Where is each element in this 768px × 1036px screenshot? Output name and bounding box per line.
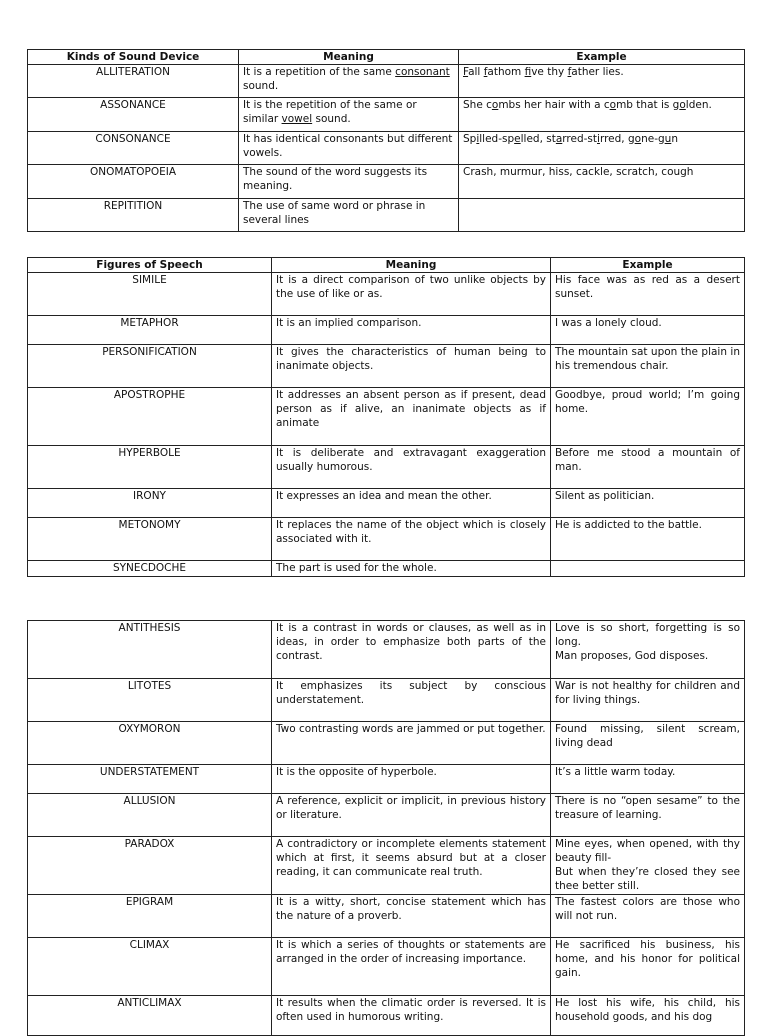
meaning-cell: The part is used for the whole. [272, 561, 551, 577]
term-cell: APOSTROPHE [28, 388, 272, 446]
example-cell: I was a lonely cloud. [551, 316, 745, 345]
example-cell: The mountain sat upon the plain in his tremendous chair. [551, 345, 745, 388]
term-cell: OXYMORON [28, 722, 272, 765]
example-cell: She combs her hair with a comb that is golden. [459, 98, 745, 132]
term-cell: METONOMY [28, 518, 272, 561]
table-row [28, 165, 745, 199]
term-cell: ONOMATOPOEIA [28, 165, 239, 199]
meaning-cell: It is a direct comparison of two unlike objects by the use of like or as. [272, 273, 551, 316]
table-row [28, 388, 745, 446]
meaning-cell: It is a witty, short, concise statement which has the nature of a proverb. [272, 895, 551, 938]
meaning-cell: It gives the characteristics of human being to inanimate objects. [272, 345, 551, 388]
meaning-cell: It results when the climatic order is reversed. It is often used in humorous writing. [272, 996, 551, 1036]
meaning-cell: It is an implied comparison. [272, 316, 551, 345]
column-header: Example [459, 50, 745, 65]
table-row [28, 98, 745, 132]
example-cell: Crash, murmur, hiss, cackle, scratch, cough [459, 165, 745, 199]
example-cell: Love is so short, forgetting is so long. Man proposes, God disposes. [551, 621, 745, 679]
table-row [28, 722, 745, 765]
term-cell: CLIMAX [28, 938, 272, 996]
term-cell: ANTITHESIS [28, 621, 272, 679]
term-cell: UNDERSTATEMENT [28, 765, 272, 794]
table-row [28, 794, 745, 837]
table-row [28, 765, 745, 794]
meaning-cell: It is a contrast in words or clauses, as well as in ideas, in order to emphasize both parts of the contrast. [272, 621, 551, 679]
example-cell: Before me stood a mountain of man. [551, 446, 745, 489]
example-cell: Goodbye, proud world; I’m going home. [551, 388, 745, 446]
example-cell: The fastest colors are those who will not run. [551, 895, 745, 938]
example-cell: Found missing, silent scream, living dead [551, 722, 745, 765]
meaning-cell: A contradictory or incomplete elements statement which at first, it seems absurd but at a closer reading, it can communicate real truth. [272, 837, 551, 895]
example-cell [551, 561, 745, 577]
example-cell: He is addicted to the battle. [551, 518, 745, 561]
table-row [28, 316, 745, 345]
meaning-cell: It emphasizes its subject by conscious understatement. [272, 679, 551, 722]
meaning-cell: A reference, explicit or implicit, in previous history or literature. [272, 794, 551, 837]
meaning-cell: It is a repetition of the same consonant sound. [239, 65, 459, 98]
table-row [28, 938, 745, 996]
example-cell: Mine eyes, when opened, with thy beauty fill- But when they’re closed they see thee better still. [551, 837, 745, 895]
table-row [28, 273, 745, 316]
term-cell: EPIGRAM [28, 895, 272, 938]
term-cell: ALLUSION [28, 794, 272, 837]
table-row [28, 446, 745, 489]
example-cell: He lost his wife, his child, his household goods, and his dog [551, 996, 745, 1036]
meaning-cell: The sound of the word suggests its meaning. [239, 165, 459, 199]
meaning-cell: It is deliberate and extravagant exaggeration usually humorous. [272, 446, 551, 489]
meaning-cell: It is the repetition of the same or similar vowel sound. [239, 98, 459, 132]
term-cell: REPITITION [28, 199, 239, 232]
meaning-cell: It is which a series of thoughts or statements are arranged in the order of increasing importance. [272, 938, 551, 996]
example-cell: He sacrificed his business, his home, and his honor for political gain. [551, 938, 745, 996]
table-row [28, 65, 745, 98]
term-cell: PERSONIFICATION [28, 345, 272, 388]
example-cell: Silent as politician. [551, 489, 745, 518]
example-cell: Spilled-spelled, starred-stirred, gone-gun [459, 132, 745, 165]
meaning-cell: The use of same word or phrase in several lines [239, 199, 459, 232]
table-row [28, 199, 745, 232]
table-row [28, 837, 745, 895]
meaning-cell: It expresses an idea and mean the other. [272, 489, 551, 518]
term-cell: LITOTES [28, 679, 272, 722]
table-row [28, 621, 745, 679]
table-row [28, 518, 745, 561]
column-header: Meaning [239, 50, 459, 65]
sound-devices-table [27, 49, 745, 232]
column-header: Example [551, 258, 745, 273]
table-row [28, 679, 745, 722]
meaning-cell: It is the opposite of hyperbole. [272, 765, 551, 794]
example-cell: There is no “open sesame” to the treasure of learning. [551, 794, 745, 837]
table-header-row [28, 50, 745, 65]
term-cell: ALLITERATION [28, 65, 239, 98]
example-cell: It’s a little warm today. [551, 765, 745, 794]
figures-of-speech-table [27, 257, 745, 577]
term-cell: PARADOX [28, 837, 272, 895]
term-cell: CONSONANCE [28, 132, 239, 165]
table-header-row [28, 258, 745, 273]
term-cell: METAPHOR [28, 316, 272, 345]
meaning-cell: Two contrasting words are jammed or put together. [272, 722, 551, 765]
table-row [28, 489, 745, 518]
term-cell: ANTICLIMAX [28, 996, 272, 1036]
example-cell: Fall fathom five thy father lies. [459, 65, 745, 98]
meaning-cell: It replaces the name of the object which is closely associated with it. [272, 518, 551, 561]
table-row [28, 561, 745, 577]
example-cell [459, 199, 745, 232]
more-figures-of-speech-table [27, 620, 745, 1036]
column-header: Meaning [272, 258, 551, 273]
column-header: Kinds of Sound Device [28, 50, 239, 65]
example-cell: His face was as red as a desert sunset. [551, 273, 745, 316]
term-cell: ASSONANCE [28, 98, 239, 132]
table-row [28, 345, 745, 388]
table-row [28, 132, 745, 165]
table-row [28, 895, 745, 938]
term-cell: SYNECDOCHE [28, 561, 272, 577]
term-cell: IRONY [28, 489, 272, 518]
column-header: Figures of Speech [28, 258, 272, 273]
term-cell: SIMILE [28, 273, 272, 316]
meaning-cell: It addresses an absent person as if present, dead person as if alive, an inanimate objects as if animate [272, 388, 551, 446]
table-row [28, 996, 745, 1036]
term-cell: HYPERBOLE [28, 446, 272, 489]
example-cell: War is not healthy for children and for living things. [551, 679, 745, 722]
meaning-cell: It has identical consonants but different vowels. [239, 132, 459, 165]
